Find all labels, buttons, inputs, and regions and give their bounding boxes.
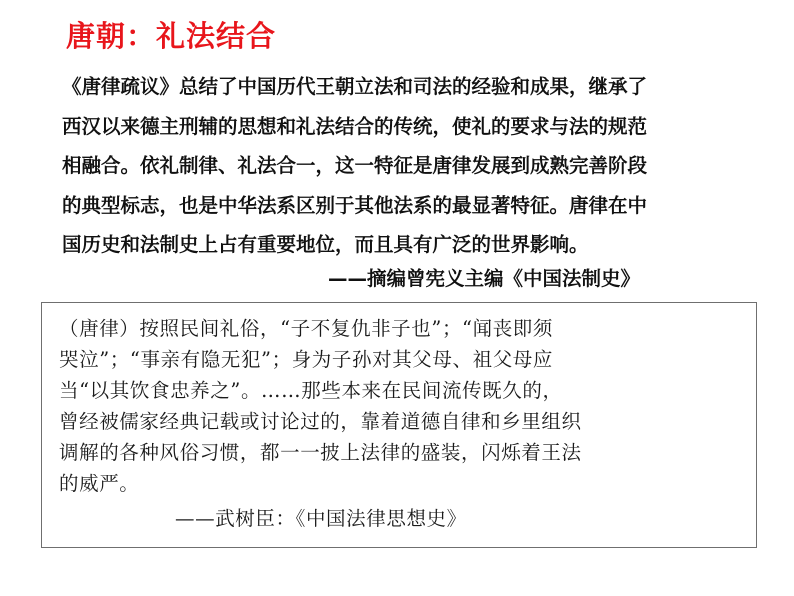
upper-passage-source: ——摘编曾宪义主编《中国法制史》 xyxy=(328,266,641,290)
upper-passage-line: 相融合。依礼制律、礼法合一，这一特征是唐律发展到成熟完善阶段 xyxy=(62,154,648,177)
slide-title: 唐朝：礼法结合 xyxy=(66,19,277,53)
upper-passage-line: 西汉以来德主刑辅的思想和礼法结合的传统，使礼的要求与法的规范 xyxy=(62,114,648,138)
upper-passage-line: 的典型标志，也是中华法系区别于其他法系的最显著特征。唐律在中 xyxy=(62,193,648,217)
quote-line: （唐律）按照民间礼俗，“子不复仇非子也”；“闻丧即须 xyxy=(59,317,554,340)
quote-line: 曾经被儒家经典记载或讨论过的，靠着道德自律和乡里组织 xyxy=(59,410,582,433)
upper-passage-line: 国历史和法制史上占有重要地位，而且具有广泛的世界影响。 xyxy=(62,233,589,256)
quote-source: ——武树臣：《中国法律思想史》 xyxy=(175,507,467,530)
upper-passage xyxy=(62,72,734,294)
quote-text xyxy=(59,313,749,534)
quote-line: 的威严。 xyxy=(59,472,140,495)
quote-line: 调解的各种风俗习惯，都一一披上法律的盛装，闪烁着王法 xyxy=(59,441,582,464)
quote-line: 哭泣”；“事亲有隐无犯”；身为子孙对其父母、祖父母应 xyxy=(59,348,554,371)
quote-box xyxy=(41,302,757,548)
upper-passage-line: 《唐律疏议》总结了中国历代王朝立法和司法的经验和成果，继承了 xyxy=(62,75,648,98)
quote-line: 当“以其饮食忠养之”。……那些本来在民间流传既久的， xyxy=(59,379,563,402)
